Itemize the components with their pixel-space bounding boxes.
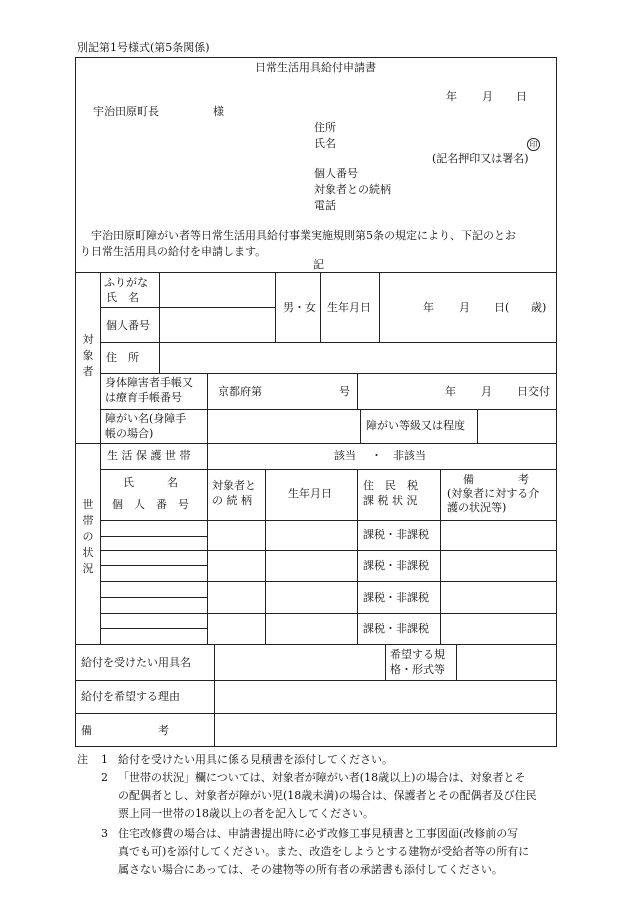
date-month: 月 (482, 90, 493, 103)
form-title: 日常生活用具給付申請書 (255, 61, 376, 74)
note-3-number: 3 (101, 827, 108, 840)
note-2-line-3: 票上同一世帯の18歳以上の者を記入してください。 (118, 807, 374, 820)
equipment-name-label: 給付を受けたい用具名 (81, 656, 191, 669)
tax-status-row: 課税・非課税 (363, 591, 429, 604)
reason-label: 給付を希望する理由 (81, 690, 180, 703)
form-number: 別記第1号様式(第5条関係) (77, 41, 210, 54)
equipment-spec-1: 希望する規 (390, 648, 445, 661)
note-2-number: 2 (101, 771, 108, 784)
date-day: 日 (516, 90, 527, 103)
seal-mark: 印 (527, 138, 540, 151)
birth-year: 年 (423, 301, 434, 314)
age-label: 歳) (531, 301, 547, 314)
seal-note: (記名押印又は署名) (432, 152, 529, 165)
statement-line-2: り日常生活用具の給付を申請します。 (80, 245, 267, 258)
note-3-line-2: 真でも可)を添付してください。また、改造をしようとする建物が受給者等の所有に (118, 845, 530, 858)
disability-label-2: 帳の場合) (105, 427, 154, 440)
notes-heading: 注 (77, 753, 88, 766)
applicant-my-number-label: 個人番号 (314, 167, 358, 180)
addressee-mayor: 宇治田原町長 (93, 105, 159, 118)
issue-day: 日交付 (517, 385, 550, 398)
gender-options: 男・女 (283, 301, 316, 314)
subject-my-number-label: 個人番号 (106, 319, 150, 332)
applicant-name-label: 氏名 (314, 137, 336, 150)
birthdate-label: 生年月日 (327, 301, 371, 314)
issue-month: 月 (481, 385, 492, 398)
addressee-honorific: 様 (213, 105, 224, 118)
tax-status-row: 課税・非課税 (363, 559, 429, 572)
household-section-label: 世帯の状況 (82, 498, 94, 575)
welfare-dot: ・ (371, 449, 382, 462)
note-3-line-1: 住宅改修費の場合は、申請書提出時に必ず改修工事見積書と工事図面(改修前の写 (118, 827, 519, 840)
col-tax-1: 住 民 税 (363, 479, 418, 492)
subject-section-label: 対象者 (82, 333, 94, 378)
col-remarks-sub-1: (対象者に対する介 (447, 487, 540, 500)
applicant-phone-label: 電話 (314, 199, 336, 212)
birth-month: 月 (459, 301, 470, 314)
col-remarks-sub-2: 護の状況等) (447, 501, 507, 514)
welfare-no: 非該当 (393, 449, 426, 462)
welfare-label: 生 活 保 護 世 帯 (107, 449, 191, 462)
col-relation-1: 対象者と (212, 479, 256, 492)
handbook-label-1: 身体障害者手帳又 (105, 376, 193, 389)
grade-label: 障がい等級又は程度 (366, 419, 465, 432)
disability-label-1: 障がい名(身障手 (105, 412, 187, 425)
furigana-label: ふりがな (104, 276, 148, 289)
note-2-line-2: の配偶者とし、対象者が障がい児(18歳未満)の場合は、保護者とその配偶者及び住民 (118, 789, 537, 802)
date-year: 年 (446, 90, 457, 103)
note-1-text: 給付を受けたい用具に係る見積書を添付してください。 (118, 753, 393, 766)
number-suffix: 号 (339, 385, 350, 398)
note-3-line-3: 属さない場合にあっては、その建物等の所有者の承諾書も添付してください。 (118, 863, 503, 876)
statement-line-1: 宇治田原町障がい者等日常生活用具給付事業実施規則第5条の規定により、下記のとお (91, 229, 516, 242)
issue-year: 年 (445, 385, 456, 398)
col-number: 個 人 番 号 (112, 498, 189, 511)
col-name: 氏 名 (123, 476, 178, 489)
applicant-address-label: 住所 (314, 121, 336, 134)
prefecture-label: 京都府第 (218, 385, 262, 398)
subject-address-label: 住 所 (106, 351, 139, 364)
col-relation-2: の 続 柄 (212, 494, 252, 507)
tax-status-row: 課税・非課税 (363, 622, 429, 635)
subject-name-label: 氏 名 (106, 291, 139, 304)
handbook-label-2: は療育手帳番号 (105, 391, 182, 404)
equipment-spec-2: 格・形式等 (390, 663, 445, 676)
col-birth: 生年月日 (288, 487, 332, 500)
col-tax-2: 課 税 状 況 (363, 494, 418, 507)
welfare-yes: 該当 (334, 449, 356, 462)
ki-marker: 記 (313, 258, 324, 271)
note-1-number: 1 (101, 753, 108, 766)
tax-status-row: 課税・非課税 (363, 528, 429, 541)
remarks-label: 備 考 (81, 724, 169, 737)
birth-day: 日( (494, 301, 510, 314)
applicant-relation-label: 対象者との続柄 (314, 183, 391, 196)
col-remarks: 備 考 (463, 473, 529, 486)
note-2-line-1: 「世帯の状況」欄については、対象者が障がい者(18歳以上)の場合は、対象者とそ (118, 771, 526, 784)
